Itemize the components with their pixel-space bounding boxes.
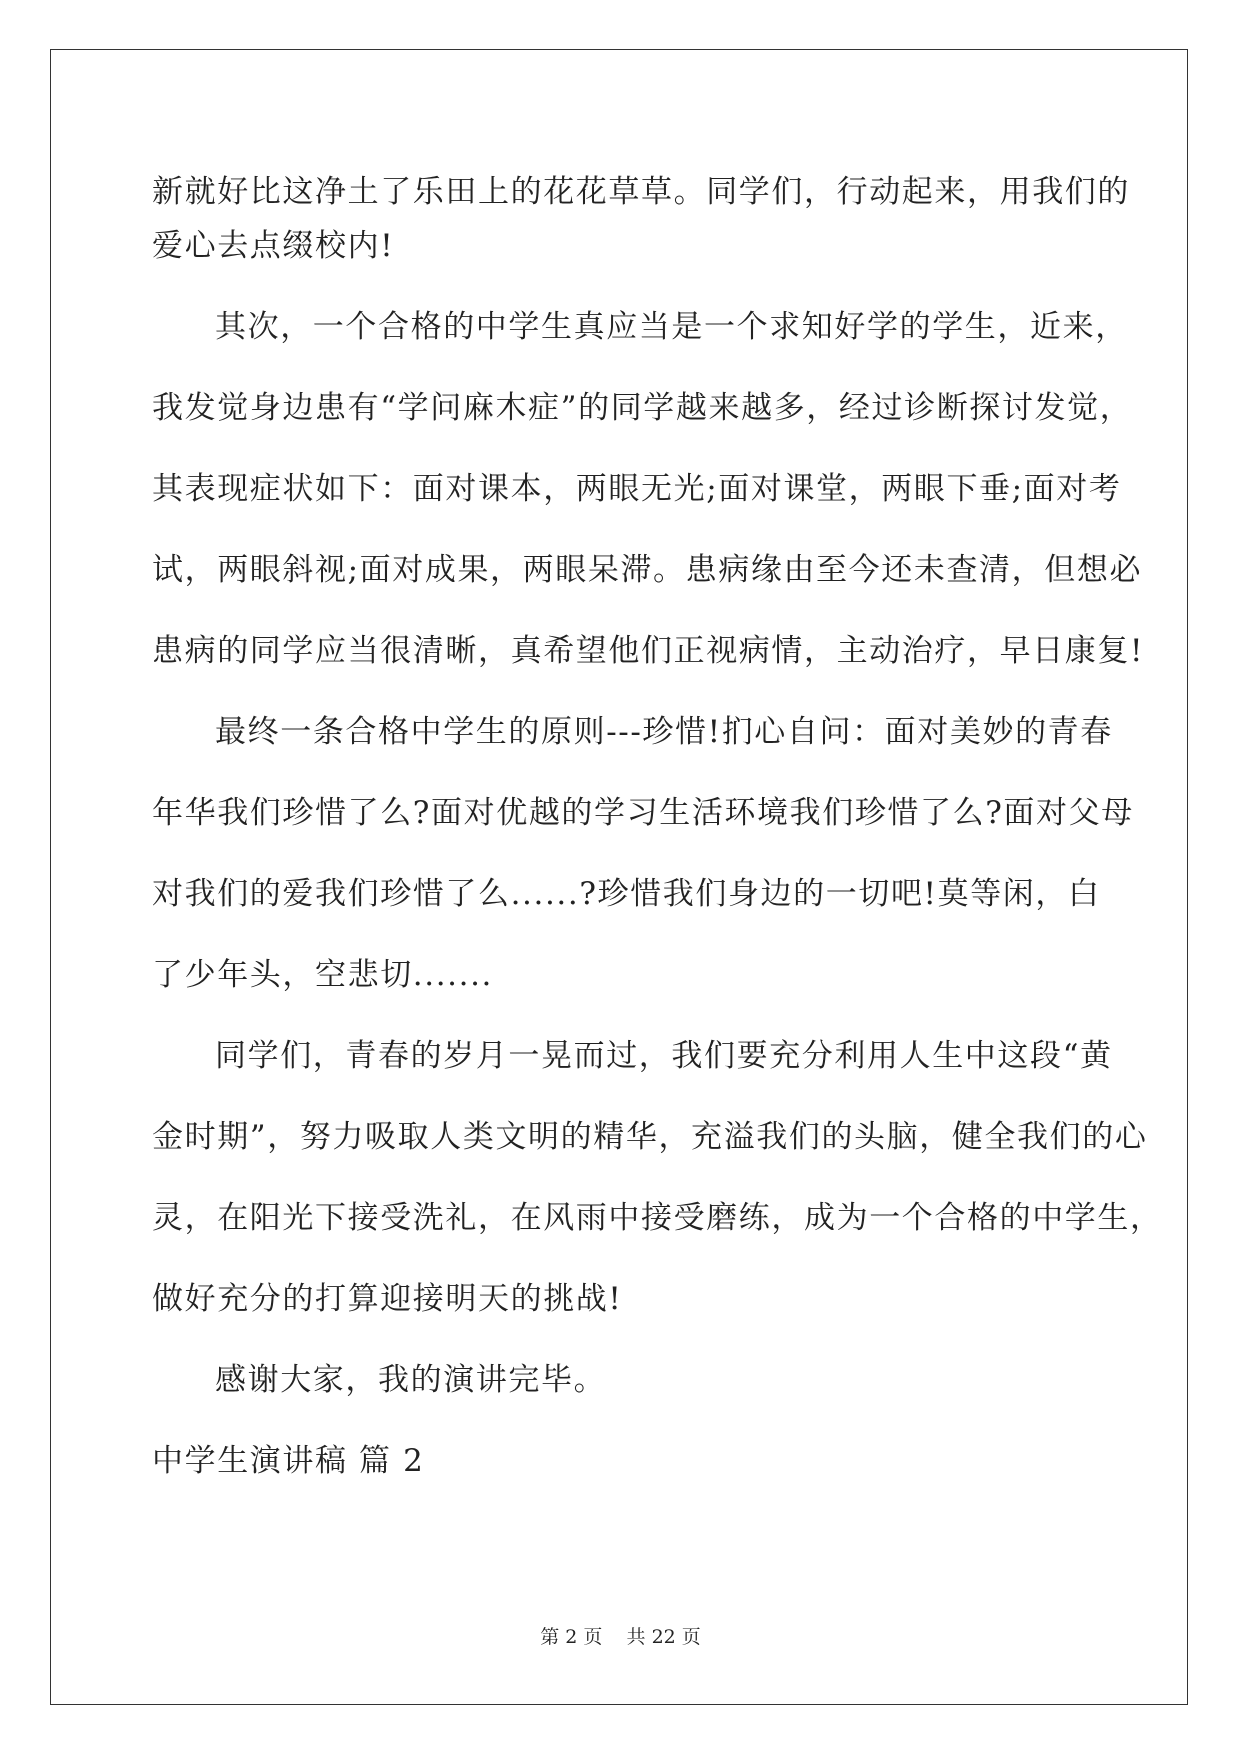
paragraph-start-line: 感谢大家，我的演讲完毕。 [215, 1362, 607, 1398]
text-line: 了少年头，空悲切....... [152, 957, 493, 993]
text-line: 灵，在阳光下接受洗礼，在风雨中接受磨练，成为一个合格的中学生， [152, 1200, 1163, 1236]
page-number-footer: 第 2 页 共 22 页 [540, 1626, 701, 1648]
paragraph-start-line: 最终一条合格中学生的原则---珍惜!扪心自问：面对美妙的青春 [215, 714, 1113, 750]
paragraph-start-line: 其次，一个合格的中学生真应当是一个求知好学的学生，近来， [215, 309, 1128, 345]
text-line: 我发觉身边患有“学问麻木症”的同学越来越多，经过诊断探讨发觉， [152, 390, 1133, 426]
section-heading: 中学生演讲稿 篇 2 [152, 1443, 425, 1479]
text-line: 其表现症状如下：面对课本，两眼无光;面对课堂，两眼下垂;面对考 [152, 471, 1122, 507]
text-line: 患病的同学应当很清晰，真希望他们正视病情，主动治疗，早日康复! [152, 633, 1145, 669]
text-line: 新就好比这净土了乐田上的花花草草。同学们，行动起来，用我们的 [152, 174, 1130, 210]
paragraph-start-line: 同学们，青春的岁月一晃而过，我们要充分利用人生中这段“黄 [215, 1038, 1113, 1074]
text-line: 金时期”，努力吸取人类文明的精华，充溢我们的头脑，健全我们的心 [152, 1119, 1148, 1155]
text-line: 试，两眼斜视;面对成果，两眼呆滞。患病缘由至今还未查清，但想必 [152, 552, 1143, 588]
text-line: 年华我们珍惜了么?面对优越的学习生活环境我们珍惜了么?面对父母 [152, 795, 1134, 831]
text-line: 爱心去点缀校内! [152, 228, 395, 264]
text-line: 做好充分的打算迎接明天的挑战! [152, 1281, 623, 1317]
text-line: 对我们的爱我们珍惜了么......?珍惜我们身边的一切吧!莫等闲，白 [152, 876, 1101, 912]
